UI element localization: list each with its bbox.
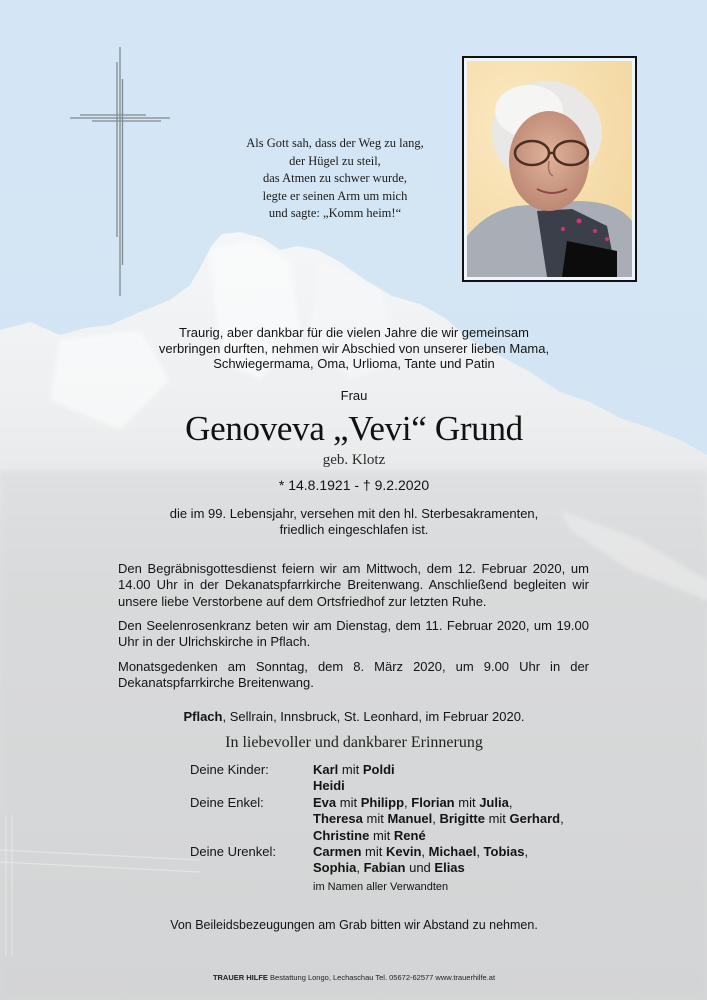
- intro-line: Traurig, aber dankbar für die vielen Jahre die wir gemeinsam: [179, 325, 529, 340]
- family-row: [190, 860, 610, 876]
- family-group-label: Deine Kinder:: [190, 762, 269, 777]
- poem-line: und sagte: „Komm heim!“: [268, 206, 402, 221]
- family-member-name: Elias: [434, 860, 465, 876]
- family-connector: ,: [560, 811, 564, 827]
- condolence-note: Von Beileidsbezeugungen am Grab bitten wir Abstand zu nehmen.: [170, 918, 538, 932]
- family-row: [190, 762, 610, 778]
- portrait-photo: [467, 61, 632, 277]
- place-rest: , Sellrain, Innsbruck, St. Leonhard, im Februar 2020.: [222, 709, 525, 724]
- family-names: [313, 828, 426, 844]
- portrait-frame: [462, 56, 637, 282]
- place-bold: Pflach: [183, 709, 223, 724]
- life-dates: * 14.8.1921 - † 9.2.2020: [278, 477, 430, 493]
- family-connector: ,: [356, 860, 364, 876]
- family-connector: mit: [454, 794, 480, 810]
- monthly-memorial-paragraph: Monatsgedenken am Sonntag, dem 8. März 2020, um 9.00 Uhr in der Dekanatspfarrkirche Breitenwang.: [118, 659, 589, 691]
- family-names: [313, 860, 465, 876]
- family-member-name: René: [393, 827, 426, 843]
- family-member-name: Fabian: [363, 860, 406, 876]
- passing-line: die im 99. Lebensjahr, versehen mit den hl. Sterbesakramenten,: [169, 506, 539, 521]
- funeral-service-paragraph: Den Begräbnisgottesdienst feiern wir am Mittwoch, dem 12. Februar 2020, um 14.00 Uhr in der Dekanatspfarrkirche Breitenwang. Anschließend begleiten wir unsere liebe Verstorbene auf dem Ortsfriedhof zur letzten Ruhe.: [118, 561, 589, 609]
- deceased-name: Genoveva „Vevi“ Grund: [185, 409, 523, 448]
- family-connector: mit: [369, 827, 394, 843]
- family-connector: ,: [421, 843, 429, 859]
- poem-line: der Hügel zu steil,: [289, 153, 381, 168]
- family-member-name: Julia: [479, 794, 509, 810]
- family-member-name: Manuel: [387, 811, 433, 827]
- family-names: [313, 844, 528, 860]
- family-closing: im Namen aller Verwandten: [313, 880, 449, 893]
- passing-text: [104, 506, 604, 538]
- family-member-name: Christine: [313, 827, 370, 843]
- footer-contact: Bestattung Longo, Lechaschau Tel. 05672-62577 www.trauerhilfe.at: [267, 973, 496, 982]
- family-connector: ,: [476, 843, 484, 859]
- poem-line: das Atmen zu schwer wurde,: [262, 171, 408, 186]
- family-member-name: Florian: [411, 794, 455, 810]
- family-group-label: Deine Enkel:: [190, 794, 264, 810]
- family-names: [313, 778, 345, 794]
- family-connector: ,: [524, 843, 529, 859]
- family-connector: ,: [508, 794, 513, 810]
- family-member-name: Poldi: [362, 762, 395, 777]
- family-connector: und: [405, 860, 435, 876]
- passing-line: friedlich eingeschlafen ist.: [279, 522, 429, 537]
- family-row: [190, 844, 610, 860]
- family-row: [190, 828, 610, 844]
- memory-heading: In liebevoller und dankbarer Erinnerung: [225, 734, 483, 751]
- poem-line: Als Gott sah, dass der Weg zu lang,: [246, 136, 424, 150]
- intro-line: verbringen durften, nehmen wir Abschied von unserer lieben Mama,: [158, 340, 550, 356]
- family-connector: mit: [338, 762, 363, 777]
- salutation: Frau: [340, 388, 368, 403]
- family-connector: ,: [404, 794, 412, 810]
- poem-line: legte er seinen Arm um mich: [262, 188, 408, 203]
- family-names: [313, 811, 564, 827]
- family-connector: mit: [484, 811, 510, 827]
- family-member-name: Karl: [313, 762, 339, 777]
- family-member-name: Theresa: [313, 811, 363, 827]
- place-date-line: [104, 709, 604, 724]
- rosary-paragraph: Den Seelenrosenkranz beten wir am Dienstag, dem 11. Februar 2020, um 19.00 Uhr in der Ulrichskirche in Pflach.: [118, 618, 589, 650]
- family-closing-row: [190, 877, 610, 897]
- intro-text: [104, 325, 604, 372]
- family-list: [190, 762, 610, 897]
- family-connector: mit: [361, 843, 386, 859]
- family-member-name: Eva: [313, 794, 337, 810]
- family-connector: ,: [432, 811, 440, 827]
- family-names: [313, 795, 512, 811]
- family-row: [190, 778, 610, 794]
- family-member-name: Heidi: [313, 778, 345, 794]
- family-member-name: Michael: [428, 843, 477, 859]
- maiden-name: geb. Klotz: [322, 452, 386, 468]
- footer-credit: [104, 973, 604, 982]
- family-row: [190, 811, 610, 827]
- intro-line: Schwiegermama, Oma, Urlioma, Tante und Patin: [213, 356, 495, 372]
- family-names: [313, 762, 395, 778]
- family-connector: mit: [336, 794, 361, 810]
- family-group-label: Deine Urenkel:: [190, 843, 276, 859]
- family-connector: mit: [362, 811, 388, 827]
- footer-brand: TRAUER HILFE: [212, 973, 268, 982]
- family-member-name: Brigitte: [439, 811, 485, 827]
- poem: [215, 135, 455, 223]
- family-member-name: Sophia: [313, 860, 357, 876]
- family-row: [190, 795, 610, 811]
- family-member-name: Tobias: [483, 843, 525, 859]
- family-member-name: Philipp: [360, 794, 405, 810]
- family-member-name: Gerhard: [509, 811, 561, 827]
- family-member-name: Carmen: [313, 843, 362, 859]
- family-member-name: Kevin: [385, 843, 422, 859]
